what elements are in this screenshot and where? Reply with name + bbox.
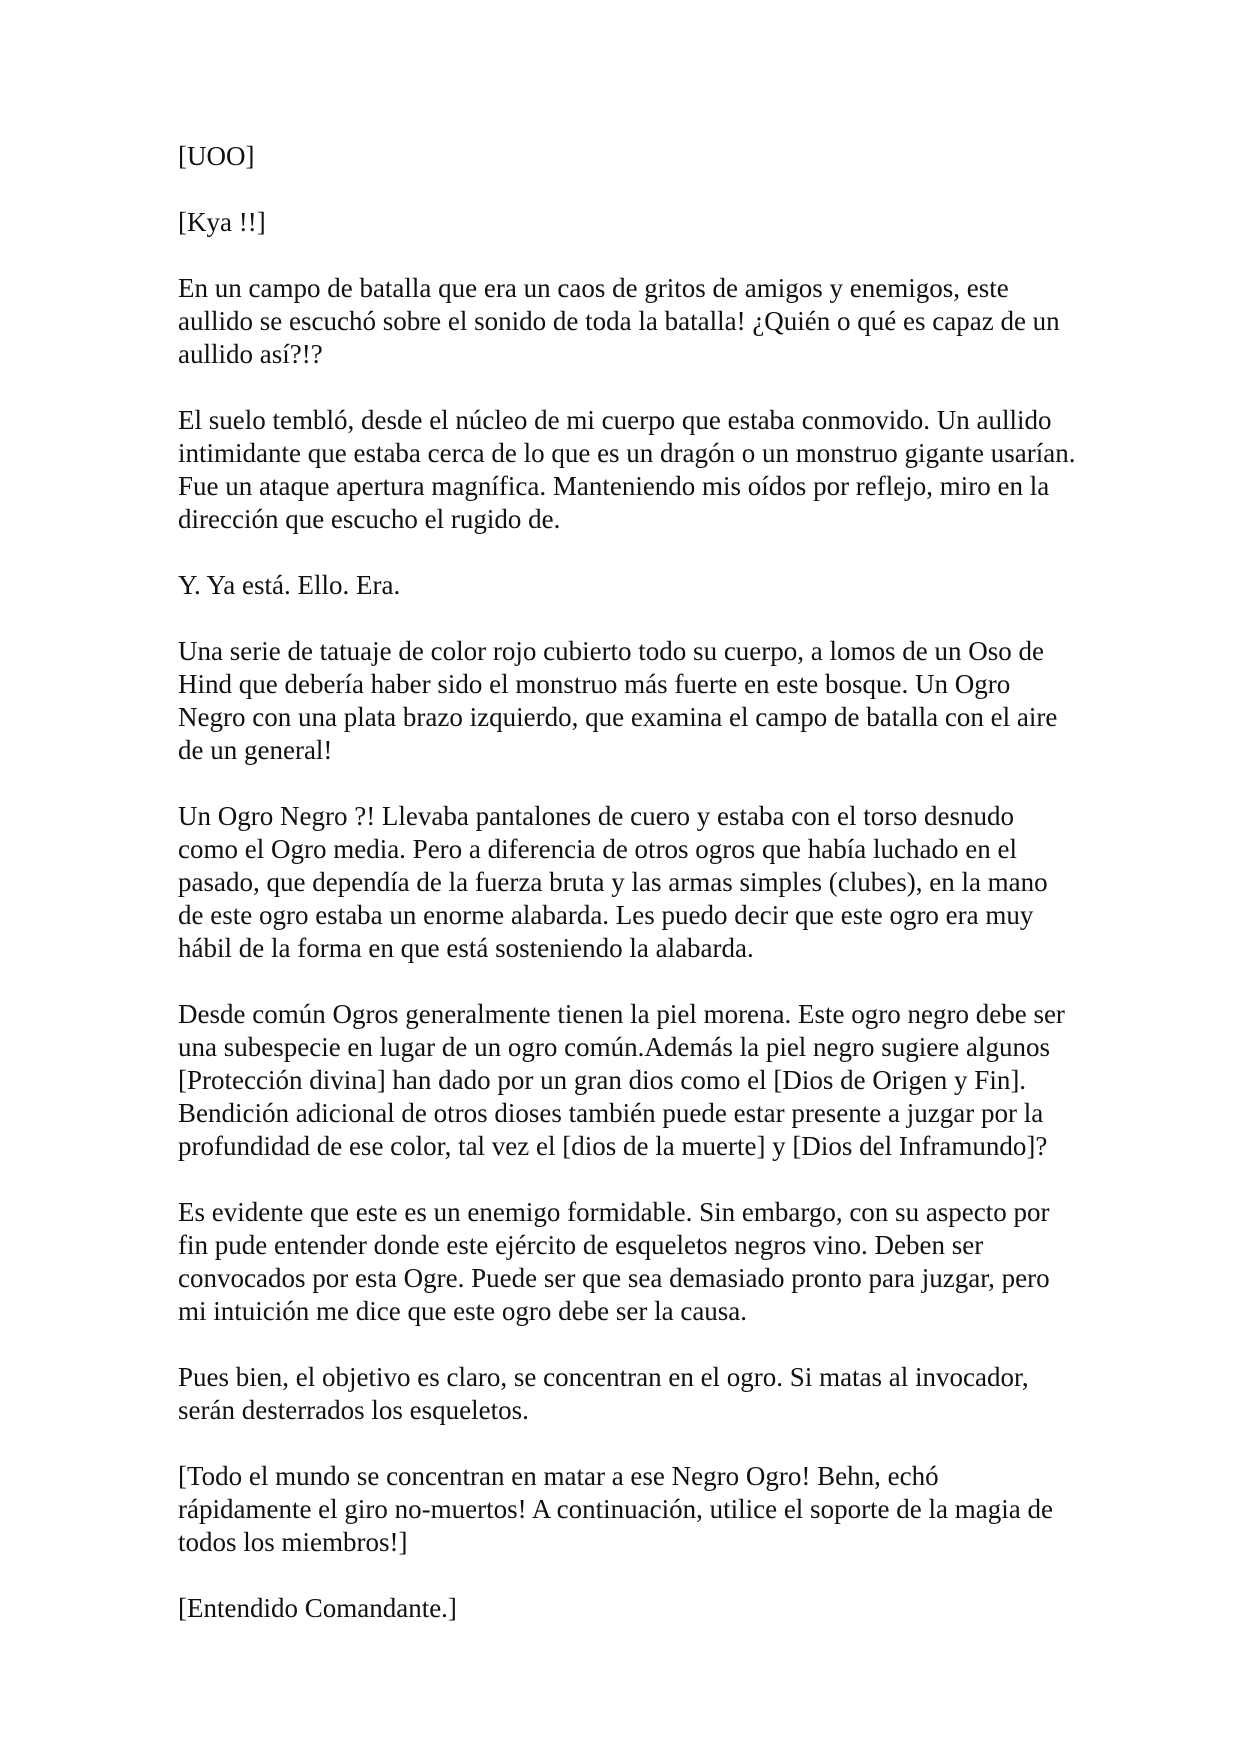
paragraph: [Todo el mundo se concentran en matar a ese Negro Ogro! Behn, echó rápidamente el giro no-muertos! A continuación, utilice el soporte de la magia de todos los miembros!]	[178, 1461, 1053, 1557]
paragraph: [Entendido Comandante.]	[178, 1593, 457, 1623]
text-body	[178, 140, 1078, 1658]
paragraph: [UOO]	[178, 141, 255, 171]
paragraph: En un campo de batalla que era un caos de gritos de amigos y enemigos, este aullido se escuchó sobre el sonido de toda la batalla! ¿Quién o qué es capaz de un aullido así?!?	[178, 273, 1060, 369]
paragraph: El suelo tembló, desde el núcleo de mi cuerpo que estaba conmovido. Un aullido intimidante que estaba cerca de lo que es un dragón o un monstruo gigante usarían. Fue un ataque apertura magnífica. Manteniendo mis oídos por reflejo, miro en la dirección que escucho el rugido de.	[178, 405, 1076, 534]
paragraph: Desde común Ogros generalmente tienen la piel morena. Este ogro negro debe ser una subespecie en lugar de un ogro común.Además la piel negro sugiere algunos [Protección divina] han dado por un gran dios como el [Dios de Origen y Fin]. Bendición adicional de otros dioses también puede estar presente a juzgar por la profundidad de ese color, tal vez el [dios de la muerte] y [Dios del Inframundo]?	[178, 999, 1065, 1161]
paragraph: Es evidente que este es un enemigo formidable. Sin embargo, con su aspecto por fin pude entender donde este ejército de esqueletos negros vino. Deben ser convocados por esta Ogre. Puede ser que sea demasiado pronto para juzgar, pero mi intuición me dice que este ogro debe ser la causa.	[178, 1197, 1050, 1326]
paragraph: Una serie de tatuaje de color rojo cubierto todo su cuerpo, a lomos de un Oso de Hind que debería haber sido el monstruo más fuerte en este bosque. Un Ogro Negro con una plata brazo izquierdo, que examina el campo de batalla con el aire de un general!	[178, 636, 1058, 765]
paragraph: Un Ogro Negro ?! Llevaba pantalones de cuero y estaba con el torso desnudo como el Ogro media. Pero a diferencia de otros ogros que había luchado en el pasado, que dependía de la fuerza bruta y las armas simples (clubes), en la mano de este ogro estaba un enorme alabarda. Les puedo decir que este ogro era muy hábil de la forma en que está sosteniendo la alabarda.	[178, 801, 1048, 963]
paragraph: [Kya !!]	[178, 207, 266, 237]
paragraph: Y. Ya está. Ello. Era.	[178, 570, 401, 600]
paragraph: Pues bien, el objetivo es claro, se concentran en el ogro. Si matas al invocador, serán desterrados los esqueletos.	[178, 1362, 1029, 1425]
